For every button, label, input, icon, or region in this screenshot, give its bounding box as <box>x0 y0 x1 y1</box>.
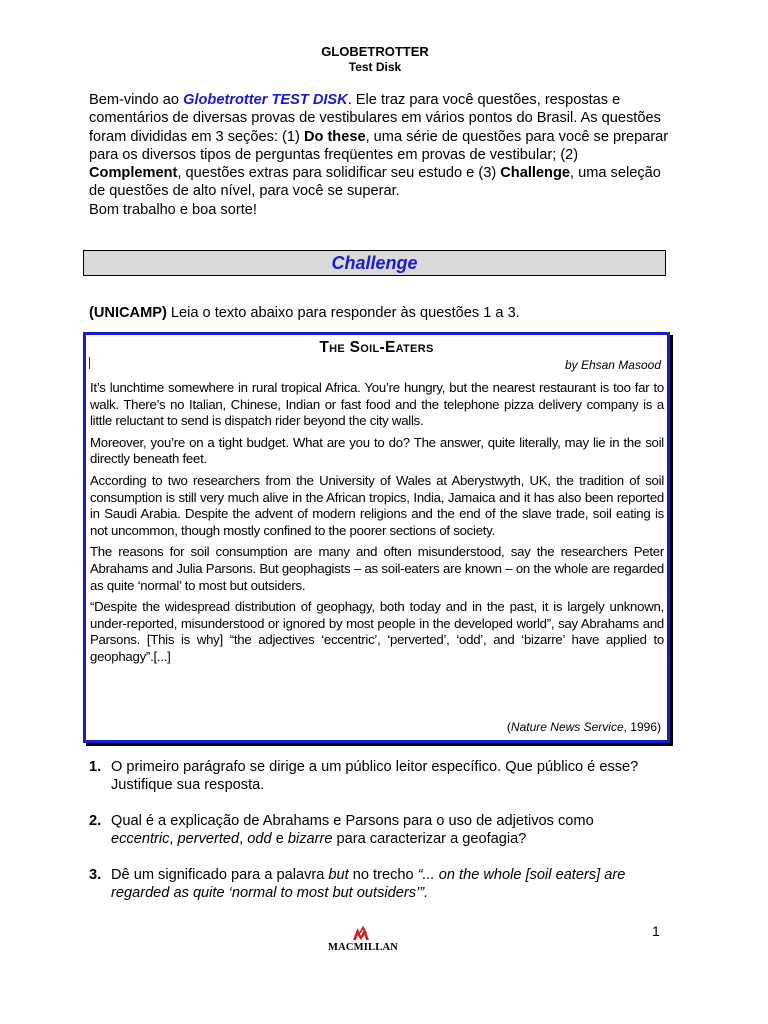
macmillan-logo-icon <box>352 925 374 941</box>
question-number: 1. <box>89 759 102 775</box>
question-text-part: no trecho <box>348 867 418 883</box>
question-number: 2. <box>89 813 102 829</box>
adjective-bizarre: bizarre <box>287 831 333 848</box>
question-3 <box>89 866 659 903</box>
brand-name: Globetrotter TEST DISK <box>183 92 348 108</box>
question-2 <box>89 812 659 849</box>
article-body <box>90 380 664 671</box>
intro-text-part: . Ele traz para você questões, respostas e comentários de diversas provas de vestibulares em vários pontos do Brasil. As questões foram divididas em 3 seções: (1) <box>89 92 661 145</box>
intro-paragraph <box>89 91 669 201</box>
intro-text-part: , uma seleção de questões de alto nível, para você se superar. <box>89 165 661 200</box>
header-subtitle: Test Disk <box>348 60 402 74</box>
question-number-digit: 3 <box>89 867 98 883</box>
source-paren: ( <box>506 720 511 734</box>
question-1 <box>89 758 659 795</box>
source-name: Nature News Service <box>510 720 624 734</box>
macmillan-logo <box>326 925 400 953</box>
section-challenge: Challenge <box>500 165 570 182</box>
section-do-these: Do these <box>303 128 366 145</box>
page-header <box>0 44 750 75</box>
quoted-excerpt: “... on the whole [soil eaters] are regarded as quite ‘normal to most but outsiders’”. <box>111 867 626 902</box>
question-text-part: Qual é a explicação de Abrahams e Parsons para o uso de adjetivos como <box>111 813 594 829</box>
question-text: O primeiro parágrafo se dirige a um público leitor específico. Que público é esse? Justifique sua resposta. <box>111 759 639 794</box>
question-text <box>111 812 659 849</box>
separator: , <box>169 831 178 848</box>
section-title-bar: Challenge <box>83 250 666 276</box>
header-title: GLOBETROTTER <box>321 44 429 59</box>
section-complement: Complement <box>89 165 178 182</box>
logo-wordmark: MACMILLAN <box>327 942 399 953</box>
intro-text-part: Bem-vindo ao <box>89 92 184 108</box>
keyword-but: but <box>328 867 349 883</box>
article-paragraph: Moreover, you’re on a tight budget. What are you to do? The answer, quite literally, may lie in the soil directly beneath feet. <box>90 434 664 467</box>
adjective-odd: odd <box>247 831 272 848</box>
separator: , <box>239 831 248 848</box>
separator: e <box>271 831 288 848</box>
question-text-part: para caracterizar a geofagia? <box>332 831 527 848</box>
article-author: by Ehsan Masood <box>564 358 661 372</box>
article-paragraph: “Despite the widespread distribution of geophagy, both today and in the past, it is largely unknown, under-reported, misunderstood or ignored by most people in the developed world”, say Abrahams and Parsons. [This is why] “the adjectives ‘eccentric’, ‘perverted’, ‘odd’, and ‘bizarre’ have applied to geophagy”.[...] <box>90 599 664 664</box>
question-number-dot: . <box>97 867 102 883</box>
exam-source: (UNICAMP) <box>89 305 167 321</box>
instruction-line <box>89 305 520 321</box>
page-number: 1 <box>652 923 660 939</box>
instruction-text: Leia o texto abaixo para responder às questões 1 a 3. <box>166 305 520 321</box>
article-paragraph: According to two researchers from the University of Wales at Aberystwyth, UK, the tradition of soil consumption is still very much alive in the African tropics, India, Jamaica and it has also been reported in Saudi Arabia. Despite the advent of modern religions and the end of the slave trade, soil eating is not uncommon, though mostly confined to the poorer sections of society. <box>90 472 664 538</box>
question-text <box>111 866 659 903</box>
intro-closing: Bom trabalho e boa sorte! <box>89 201 257 218</box>
article-title: The Soil-Eaters <box>319 339 434 356</box>
question-number <box>89 866 101 884</box>
source-year: , 1996) <box>623 720 661 734</box>
intro-text-part: , uma série de questões para você se preparar para os diversos tipos de perguntas freqüentes em provas de vestibular; (2) <box>89 128 669 163</box>
adjective-perverted: perverted <box>177 831 240 848</box>
article-paragraph: The reasons for soil consumption are many and often misunderstood, say the researchers Peter Abrahams and Julia Parsons. But geophagists – as soil-eaters are known – on the whole are regarded as quite ‘normal’ to most but outsiders. <box>90 544 664 593</box>
question-text-part: Dê um significado para a palavra <box>111 867 329 883</box>
article-paragraph: It’s lunchtime somewhere in rural tropical Africa. You’re hungry, but the nearest restaurant is too far to walk. There’s no Italian, Chinese, Indian or fast food and the telephone pizza delivery company is a little reluctant to send is dispatch rider beyond the city walls. <box>90 380 664 429</box>
adjective-eccentric: eccentric <box>111 831 170 848</box>
intro-text <box>89 91 669 219</box>
article-source <box>507 720 661 734</box>
box-marker <box>89 357 90 369</box>
intro-text-part: , questões extras para solidificar seu estudo e (3) <box>177 165 501 182</box>
article-box <box>83 332 670 743</box>
